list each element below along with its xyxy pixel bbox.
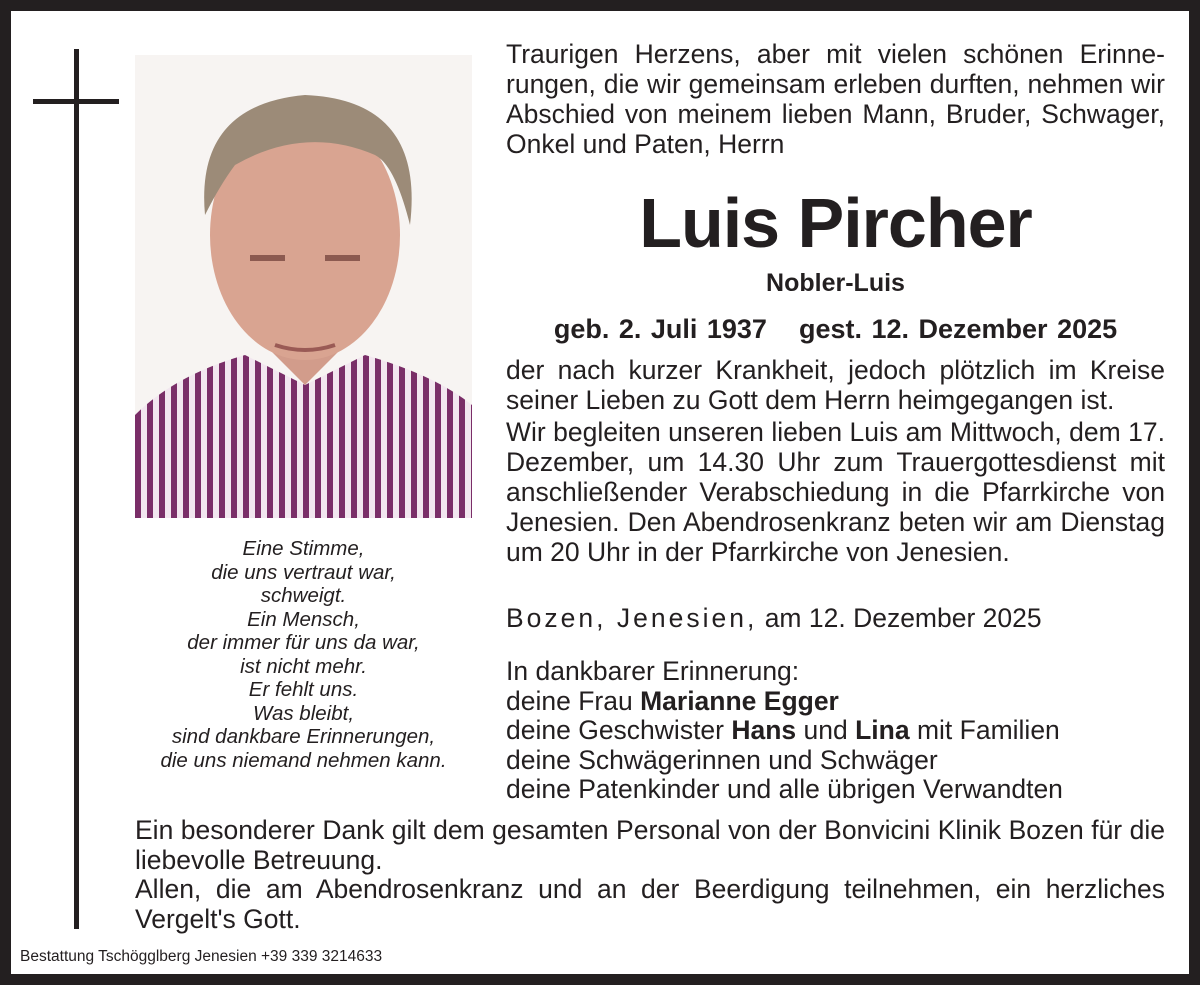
poem-line: Er fehlt uns. bbox=[248, 678, 359, 701]
poem-line: Eine Stimme, bbox=[242, 537, 365, 560]
date: am 12. Dezember 2025 bbox=[764, 603, 1042, 633]
family-line: deine Schwägerinnen und Schwäger bbox=[506, 744, 938, 775]
poem-line: schweigt. bbox=[260, 584, 347, 607]
funeral-home-footer: Bestattung Tschögglberg Jenesien +39 339 3214633 bbox=[20, 948, 383, 965]
poem-line: die uns niemand nehmen kann. bbox=[160, 748, 447, 772]
wife-name: Marianne Egger bbox=[640, 685, 839, 716]
obituary-notice bbox=[11, 11, 1189, 974]
funeral-info: Wir begleiten unseren lieben Luis am Mittwoch, dem 17. Dezember, um 14.30 Uhr zum Trauergottesdienst mit anschließender Verabschiedung in die Pfarrkirche von Jenesien. Den Abendrosenkranz beten wir am Dienstag um 20 Uhr in der Pfarrkirche von Jenesien. bbox=[506, 417, 1165, 567]
death-date: gest. 12. Dezember 2025 bbox=[798, 314, 1118, 344]
poem-line: Ein Mensch, bbox=[247, 607, 360, 631]
poem-line: ist nicht mehr. bbox=[240, 654, 367, 678]
family-line bbox=[506, 716, 1063, 746]
intro-text: Traurigen Herzens, aber mit vielen schönen Erinnerungen, die wir gemeinsam erleben durften, nehmen wir Abschied von meinem lieben Mann, Bruder, Schwager, Onkel und Paten, Herrn bbox=[506, 39, 1165, 159]
text: deine Geschwister bbox=[506, 715, 732, 745]
text: und bbox=[796, 715, 856, 745]
deceased-name: Luis Pircher bbox=[639, 184, 1032, 262]
poem-line: sind dankbare Erinnerungen, bbox=[171, 725, 436, 748]
birth-date: geb. 2. Juli 1937 bbox=[553, 314, 767, 344]
family-line: deine Patenkinder und alle übrigen Verwandten bbox=[506, 774, 1063, 804]
poem-line: der immer für uns da war, bbox=[187, 631, 420, 654]
thanks bbox=[135, 816, 1165, 934]
passing-text: der nach kurzer Krankheit, jedoch plötzlich im Kreise seiner Lieben zu Gott dem Herrn heimgegangen ist. bbox=[506, 355, 1165, 415]
sibling-name: Hans bbox=[731, 715, 797, 745]
family-line bbox=[506, 687, 1063, 717]
poem-line: die uns vertraut war, bbox=[211, 560, 396, 584]
sibling-name: Lina bbox=[855, 715, 910, 745]
thanks-attendees: Allen, die am Abendrosenkranz und an der Beerdigung teilnehmen, ein herzliches Vergelt's Gott. bbox=[135, 874, 1165, 934]
text: mit Familien bbox=[909, 715, 1060, 745]
place-date bbox=[506, 603, 1042, 634]
family-heading: In dankbarer Erinnerung: bbox=[506, 656, 800, 686]
life-dates bbox=[506, 314, 1165, 345]
cross-icon-horizontal bbox=[33, 99, 119, 104]
cross-icon-vertical bbox=[74, 49, 79, 929]
family-list bbox=[506, 657, 1063, 805]
thanks-clinic: Ein besonderer Dank gilt dem gesamten Personal von der Bonvicini Klinik Bozen für die liebevolle Betreuung. bbox=[135, 815, 1165, 875]
nickname: Nobler-Luis bbox=[766, 269, 905, 297]
poem-line: Was bleibt, bbox=[252, 701, 355, 725]
poem bbox=[135, 537, 472, 772]
place: Bozen, Jenesien, bbox=[506, 603, 758, 633]
text: deine Frau bbox=[506, 685, 641, 716]
portrait-photo bbox=[135, 55, 472, 518]
